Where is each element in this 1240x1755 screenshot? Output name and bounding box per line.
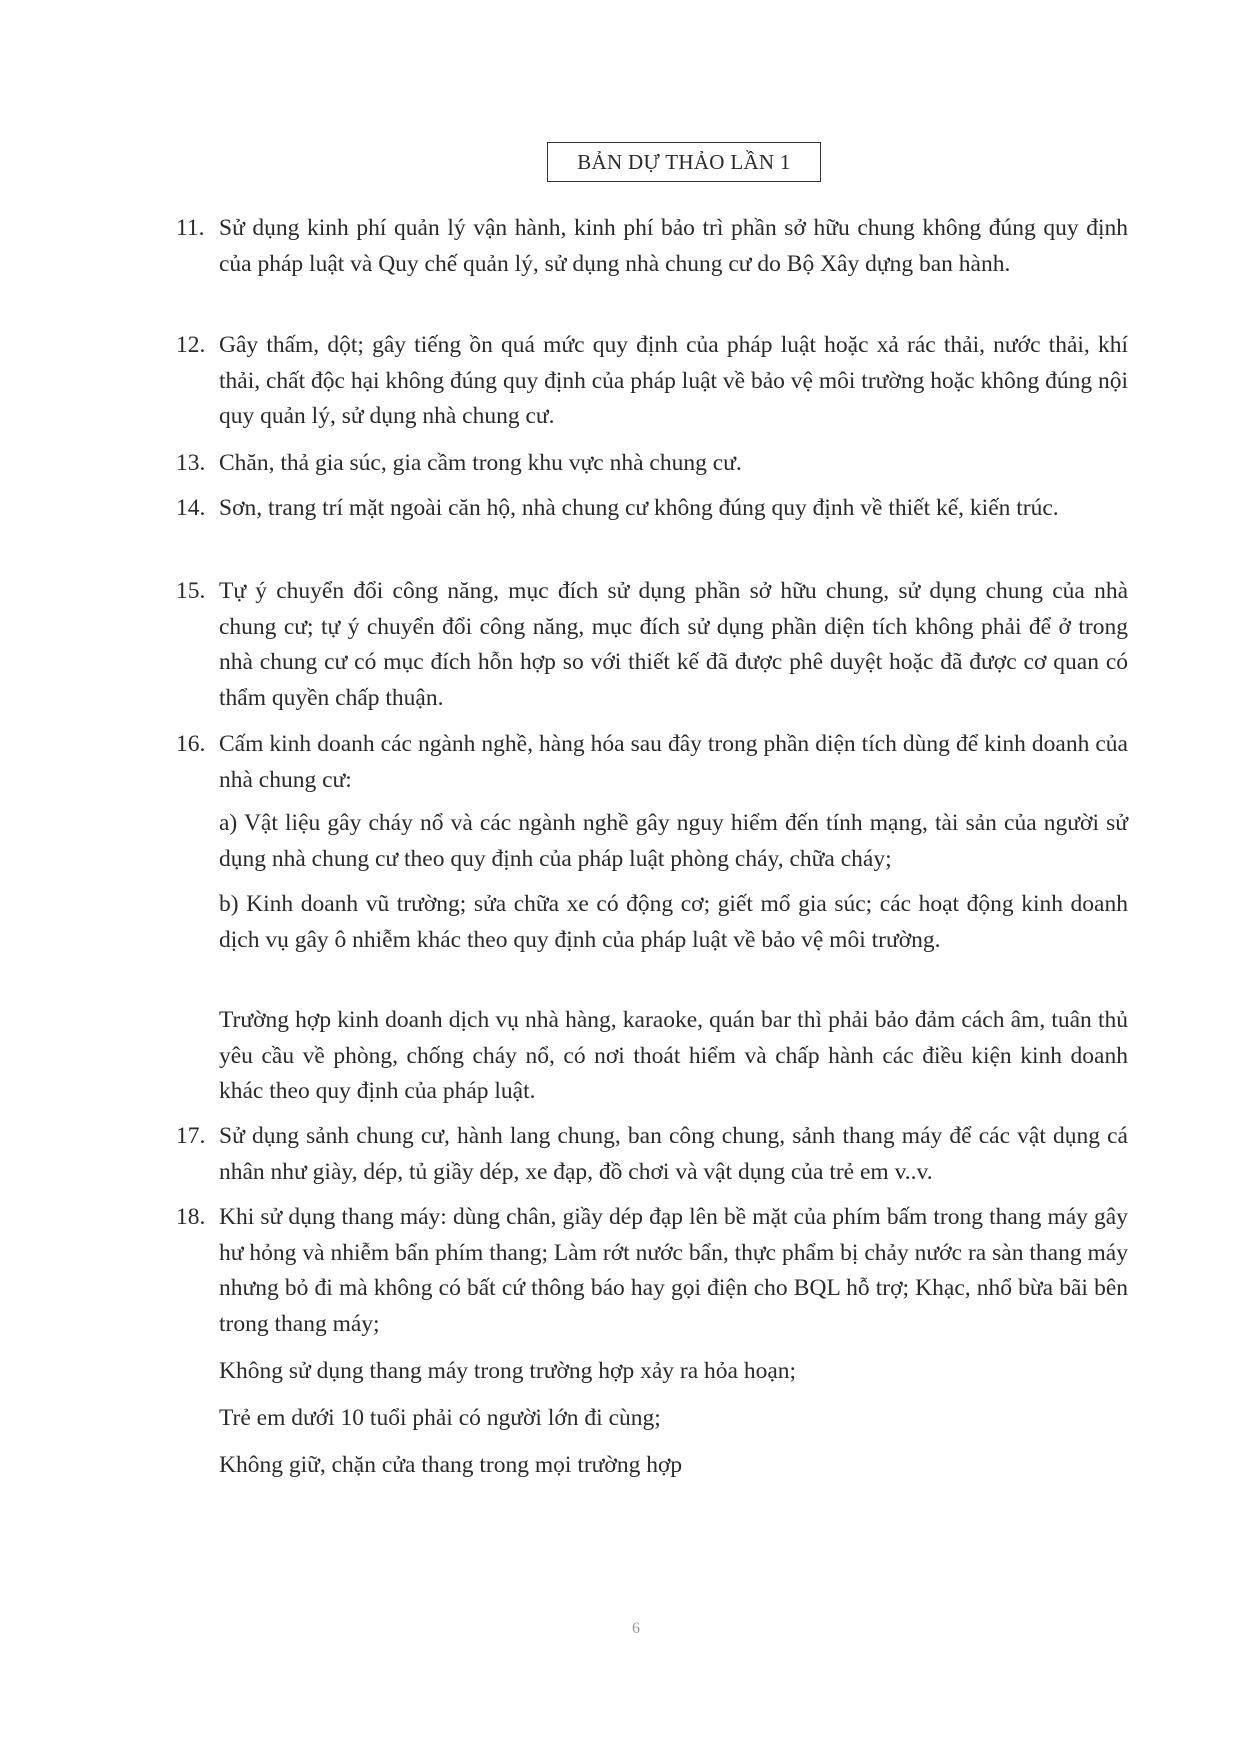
draft-stamp: BẢN DỰ THẢO LẦN 1 <box>547 142 821 182</box>
item-number: 11. <box>176 215 205 241</box>
item-text: Sử dụng sảnh chung cư, hành lang chung, ban công chung, sảnh thang máy để các vật dụng cá nhân như giày, dép, tủ giầy dép, xe đạp, đồ chơi và vật dụng của trẻ em v..v. <box>219 1123 1128 1185</box>
item-16-sub-b: b) Kinh doanh vũ trường; sửa chữa xe có động cơ; giết mổ gia súc; các hoạt động kinh doanh dịch vụ gây ô nhiễm khác theo quy định của pháp luật về bảo vệ môi trường. <box>219 891 1128 953</box>
item-text: Tự ý chuyển đổi công năng, mục đích sử dụng phần sở hữu chung, sử dụng chung của nhà chung cư; tự ý chuyển đổi công năng, mục đích sử dụng phần diện tích không phải để ở trong nhà chung cư có mục đích hỗn hợp so với thiết kế đã được phê duyệt hoặc đã được cơ quan có thẩm quyền chấp thuận. <box>219 578 1128 712</box>
item-16-note: Trường hợp kinh doanh dịch vụ nhà hàng, karaoke, quán bar thì phải bảo đảm cách âm, tuân thủ yêu cầu về phòng, chống cháy nổ, có nơi thoát hiểm và chấp hành các điều kiện kinh doanh khác theo quy định của pháp luật. <box>219 1007 1128 1105</box>
item-18-sub: Trẻ em dưới 10 tuổi phải có người lớn đi cùng; <box>219 1405 661 1431</box>
item-number: 16. <box>176 731 206 757</box>
item-18-sub: Không giữ, chặn cửa thang trong mọi trường hợp <box>219 1452 683 1478</box>
item-number: 12. <box>176 332 206 358</box>
page-number: 6 <box>632 1620 640 1637</box>
item-number: 18. <box>176 1204 206 1230</box>
item-18-sub: Không sử dụng thang máy trong trường hợp xảy ra hỏa hoạn; <box>219 1358 797 1384</box>
item-number: 15. <box>176 578 206 604</box>
item-text: Cấm kinh doanh các ngành nghề, hàng hóa sau đây trong phần diện tích dùng để kinh doanh của nhà chung cư: <box>219 731 1128 793</box>
item-text: Chăn, thả gia súc, gia cầm trong khu vực nhà chung cư. <box>219 450 742 476</box>
item-text: Sơn, trang trí mặt ngoài căn hộ, nhà chung cư không đúng quy định về thiết kế, kiến trúc. <box>219 495 1059 521</box>
item-text: Khi sử dụng thang máy: dùng chân, giầy dép đạp lên bề mặt của phím bấm trong thang máy gây hư hỏng và nhiễm bẩn phím thang; Làm rớt nước bẩn, thực phẩm bị chảy nước ra sàn thang máy nhưng bỏ đi mà không có bất cứ thông báo hay gọi điện cho BQL hỗ trợ; Khạc, nhổ bừa bãi bên trong thang máy; <box>219 1204 1128 1338</box>
item-number: 17. <box>176 1123 206 1149</box>
item-16-sub-a: a) Vật liệu gây cháy nổ và các ngành nghề gây nguy hiểm đến tính mạng, tài sản của người sử dụng nhà chung cư theo quy định của pháp luật phòng cháy, chữa cháy; <box>219 810 1128 872</box>
item-number: 13. <box>176 450 206 476</box>
item-number: 14. <box>176 495 206 521</box>
item-text: Gây thấm, dột; gây tiếng ồn quá mức quy định của pháp luật hoặc xả rác thải, nước thải, khí thải, chất độc hại không đúng quy định của pháp luật về bảo vệ môi trường hoặc không đúng nội quy quản lý, sử dụng nhà chung cư. <box>219 332 1128 430</box>
item-text: Sử dụng kinh phí quản lý vận hành, kinh phí bảo trì phần sở hữu chung không đúng quy định của pháp luật và Quy chế quản lý, sử dụng nhà chung cư do Bộ Xây dựng ban hành. <box>219 215 1128 277</box>
